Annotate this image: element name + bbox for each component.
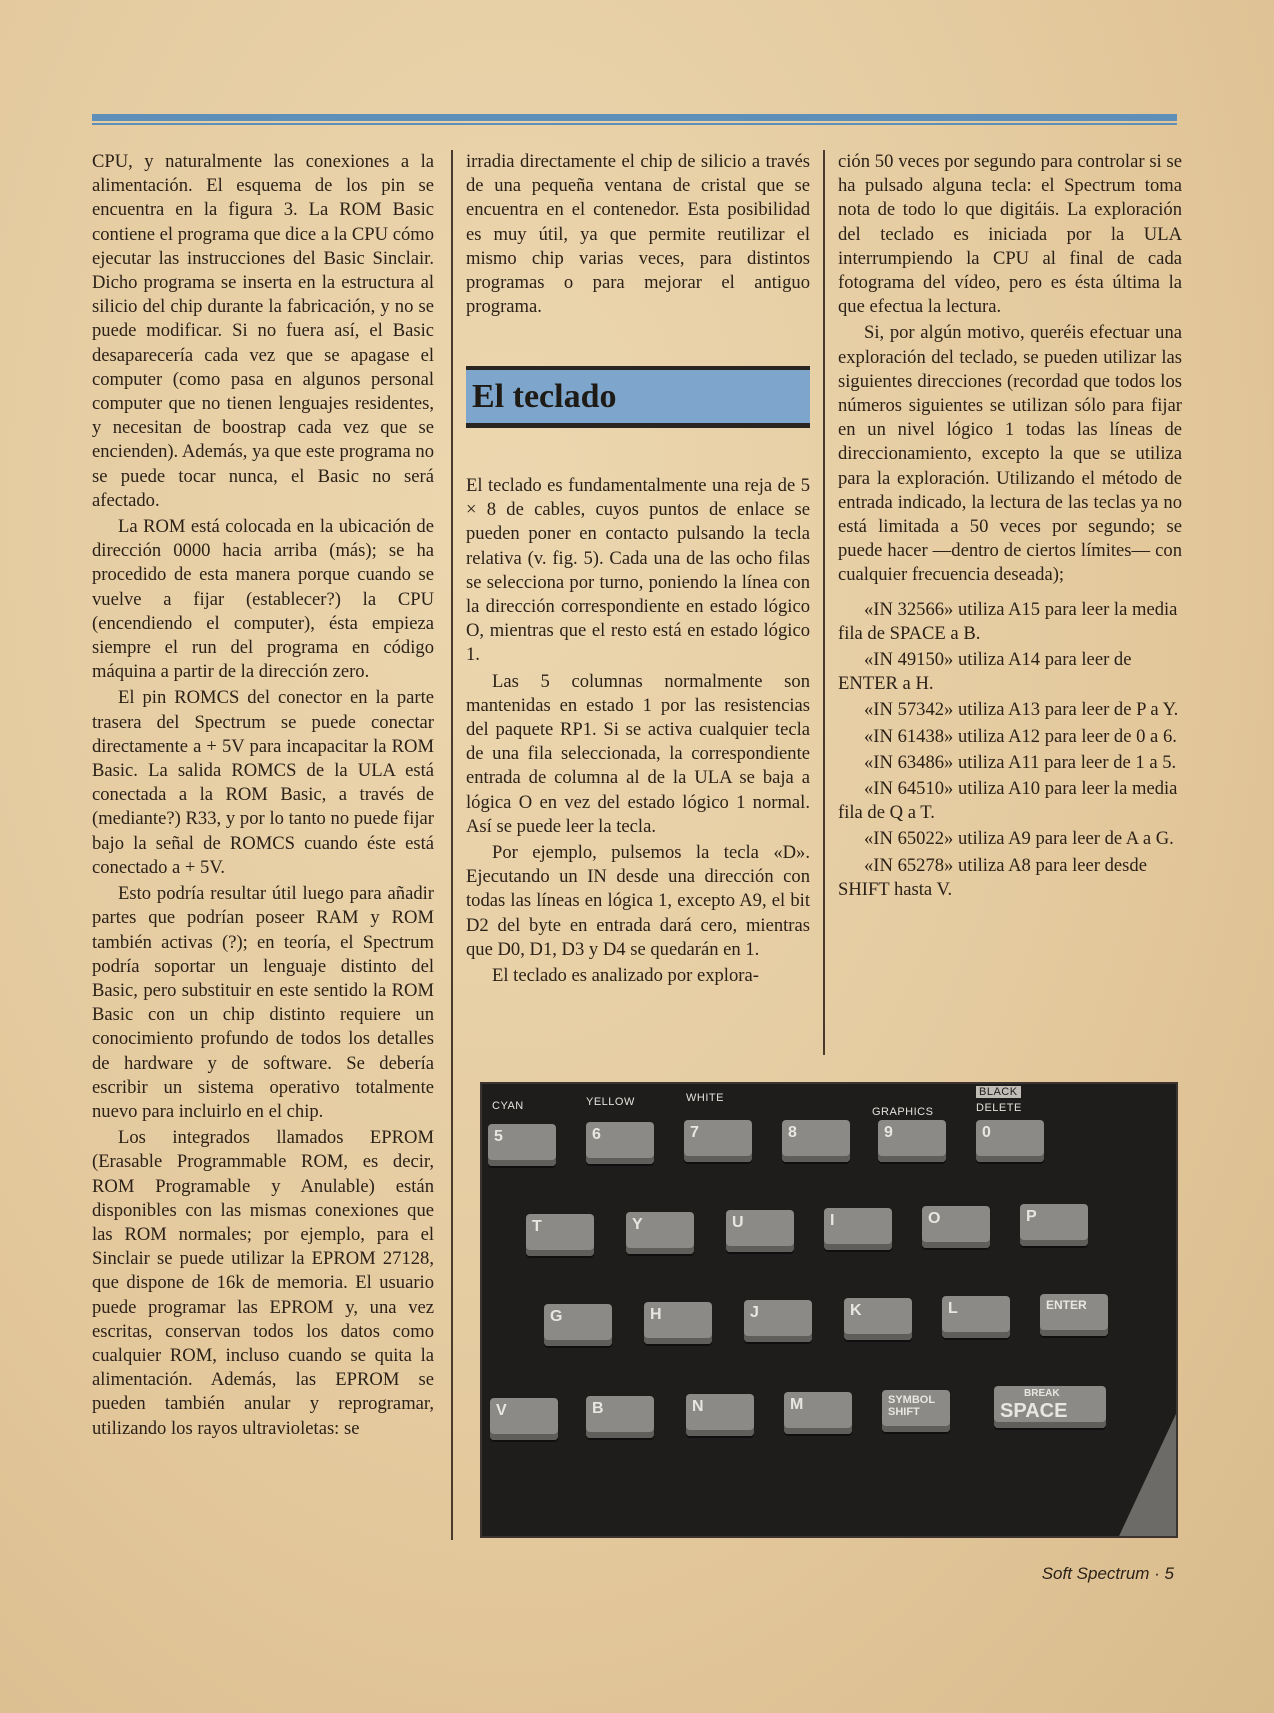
key-h: H xyxy=(644,1302,712,1344)
paragraph: Por ejemplo, pulsemos la tecla «D». Ejecutando un IN desde una dirección con todas las líneas en lógica 1, excepto A9, el bit D2 del byte en entrada dará cero, mientras que D0, D1, D3 y D4 se quedarán en 1. xyxy=(466,842,810,960)
list-item: «IN 61438» utiliza A12 para leer de 0 a 6. xyxy=(864,725,1177,747)
key-break-label: BREAK xyxy=(1024,1388,1060,1399)
key-m: M xyxy=(784,1392,852,1434)
key-label-white: WHITE xyxy=(686,1092,724,1104)
paragraph: Las 5 columnas normalmente son mantenidas en estado 1 por las resistencias del paquete RP1. Si se activa cualquier tecla de una fila seleccionada, la correspondiente entrada de columna al de la ULA se baja a lógica O en vez del estado lógico 1 normal. Así se puede leer la tecla. xyxy=(466,670,810,837)
address-list xyxy=(838,598,1182,902)
key-5: 5 xyxy=(488,1124,556,1166)
list-item: «IN 64510» utiliza A10 para leer la media fila de Q a T. xyxy=(838,778,1178,824)
key-8: 8 xyxy=(782,1120,850,1162)
key-i: I xyxy=(824,1208,892,1250)
key-label-black: BLACK xyxy=(976,1086,1021,1098)
paragraph: El teclado es analizado por explora- xyxy=(492,965,759,987)
paragraph: La ROM está colocada en la ubicación de dirección 0000 hacia arriba (más); se ha procedido de esta manera porque cuando se vuelve a fijar (establecer?) la CPU (encendiendo el computer), ésta empieza siempre el run del programa en código máquina a partir de la dirección zero. xyxy=(92,516,434,683)
section-title: El teclado xyxy=(472,378,617,415)
paragraph: Los integrados llamados EPROM (Erasable Programmable ROM, es decir, ROM Programable y Anulable) están disponibles con las mismas conexiones que las ROM normales; por ejemplo, para el Sinclair se puede utilizar la EPROM 27128, que dispone de 16k de memoria. El usuario puede programar las EPROM y, una vez escritas, conservan todos los datos como cualquier ROM, incluso cuando se quita la alimentación. Además, las EPROM se pueden también anular y reprogramar, utilizando los rayos ultravioletas: se xyxy=(92,1127,434,1439)
list-item: «IN 65278» utiliza A8 para leer desde SHIFT hasta V. xyxy=(838,854,1147,900)
list-item: «IN 63486» utiliza A11 para leer de 1 a 5. xyxy=(864,751,1177,773)
column-3 xyxy=(838,150,1182,902)
list-item: «IN 49150» utiliza A14 para leer de ENTER a H. xyxy=(838,649,1132,695)
paragraph: Esto podría resultar útil luego para añadir partes que podrían poseer RAM y ROM también activas (?); en teoría, el Spectrum podría soportar un lenguaje distinto del Basic, pero substituir en este sentido la ROM Basic con un chip distinto requiere un conocimiento profundo de todos los detalles de hardware y de software. Se debería escribir un sistema operativo totalmente nuevo para incluirlo en el chip. xyxy=(92,883,434,1122)
column-2-body xyxy=(466,474,810,988)
header-band xyxy=(92,114,1177,121)
list-item: «IN 65022» utiliza A9 para leer de A a G. xyxy=(864,828,1174,850)
column-divider xyxy=(823,150,825,1055)
paragraph: CPU, y naturalmente las conexiones a la alimentación. El esquema de los pin se encuentra en la figura 3. La ROM Basic contiene el programa que dice a la CPU cómo ejecutar las instrucciones del Basic Sinclair. Dicho programa se inserta en la estructura al silicio del chip durante la fabricación, y no se puede modificar. Si no fuera así, el Basic desaparecería cada vez que se apagase el computer (como pasa en algunos personal computer que no tienen lenguajes residentes, y necesitan de boostrap cada vez que se encienden). Además, ya que este programa no se puede tocar nunca, el Basic no será afectado. xyxy=(92,151,434,511)
key-0: 0 xyxy=(976,1120,1044,1162)
key-y: Y xyxy=(626,1212,694,1254)
paragraph: El teclado es fundamentalmente una reja de 5 × 8 de cables, cuyos puntos de enlace se pueden poner en contacto pulsando la tecla relativa (v. fig. 5). Cada una de las ocho filas se selecciona por turno, poniendo la línea con la dirección correspondiente en estado lógico O, mientras que el resto está en estado lógico 1. xyxy=(466,475,810,666)
key-t: T xyxy=(526,1214,594,1256)
key-space xyxy=(994,1386,1106,1428)
keyboard-stripe xyxy=(1078,1204,1178,1538)
key-label-cyan: CYAN xyxy=(492,1100,524,1112)
list-item: «IN 32566» utiliza A15 para leer la media fila de SPACE a B. xyxy=(838,598,1178,644)
key-v: V xyxy=(490,1398,558,1440)
key-j: J xyxy=(744,1300,812,1342)
paragraph: irradia directamente el chip de silicio a través de una pequeña ventana de cristal que se encuentra en el contenedor. Esta posibilidad es muy útil, ya que permite reutilizar el mismo chip varias veces, para distintos programas o para mejorar el antiguo programa. xyxy=(466,151,810,318)
key-space-label: SPACE xyxy=(1000,1400,1068,1422)
key-u: U xyxy=(726,1210,794,1252)
key-b: B xyxy=(586,1396,654,1438)
key-k: K xyxy=(844,1298,912,1340)
key-label-delete: DELETE xyxy=(976,1102,1022,1114)
key-l: L xyxy=(942,1296,1010,1338)
key-6: 6 xyxy=(586,1122,654,1164)
column-divider xyxy=(451,150,453,1540)
list-item: «IN 57342» utiliza A13 para leer de P a Y. xyxy=(864,699,1179,721)
keyboard-photo xyxy=(480,1082,1178,1538)
key-9: 9 xyxy=(878,1120,946,1162)
key-symbol-shift: SYMBOL SHIFT xyxy=(882,1390,950,1432)
key-label-graphics: GRAPHICS xyxy=(872,1106,934,1118)
paragraph: Si, por algún motivo, queréis efectuar una exploración del teclado, se pueden utilizar las siguientes direcciones (recordad que todos los números siguientes se utilizan sólo para fijar en un nivel lógico 1 todas las líneas de direccionamiento, excepto la que se utiliza para la exploración. Utilizando el método de entrada indicado, la lectura de las teclas ya no está limitada a 50 veces por segundo; se puede hacer —dentro de ciertos límites— con cualquier frecuencia deseada); xyxy=(838,322,1182,586)
key-n: N xyxy=(686,1394,754,1436)
key-label-yellow: YELLOW xyxy=(586,1096,635,1108)
key-7: 7 xyxy=(684,1120,752,1162)
paragraph: El pin ROMCS del conector en la parte trasera del Spectrum se puede conectar directamente a + 5V para incapacitar la ROM Basic. La salida ROMCS de la ULA está conectada a la ROM Basic, a través de (mediante?) R33, y por lo tanto no puede fijar bajo la señal de ROMCS cuando éste está conectado a + 5V. xyxy=(92,687,434,878)
key-p: P xyxy=(1020,1204,1088,1246)
paragraph: ción 50 veces por segundo para controlar si se ha pulsado alguna tecla: el Spectrum toma nota de todo lo que digitáis. La exploración del teclado es iniciada por la ULA interrumpiendo la CPU al final de cada fotograma del vídeo, pero es ésta última la que efectua la lectura. xyxy=(838,151,1182,318)
key-o: O xyxy=(922,1206,990,1248)
header-band-thin xyxy=(92,123,1177,125)
key-g: G xyxy=(544,1304,612,1346)
section-heading-box xyxy=(466,366,810,428)
column-2 xyxy=(466,150,810,319)
key-enter: ENTER xyxy=(1040,1294,1108,1336)
page-footer: Soft Spectrum · 5 xyxy=(1041,1564,1174,1583)
column-1 xyxy=(92,150,434,1441)
